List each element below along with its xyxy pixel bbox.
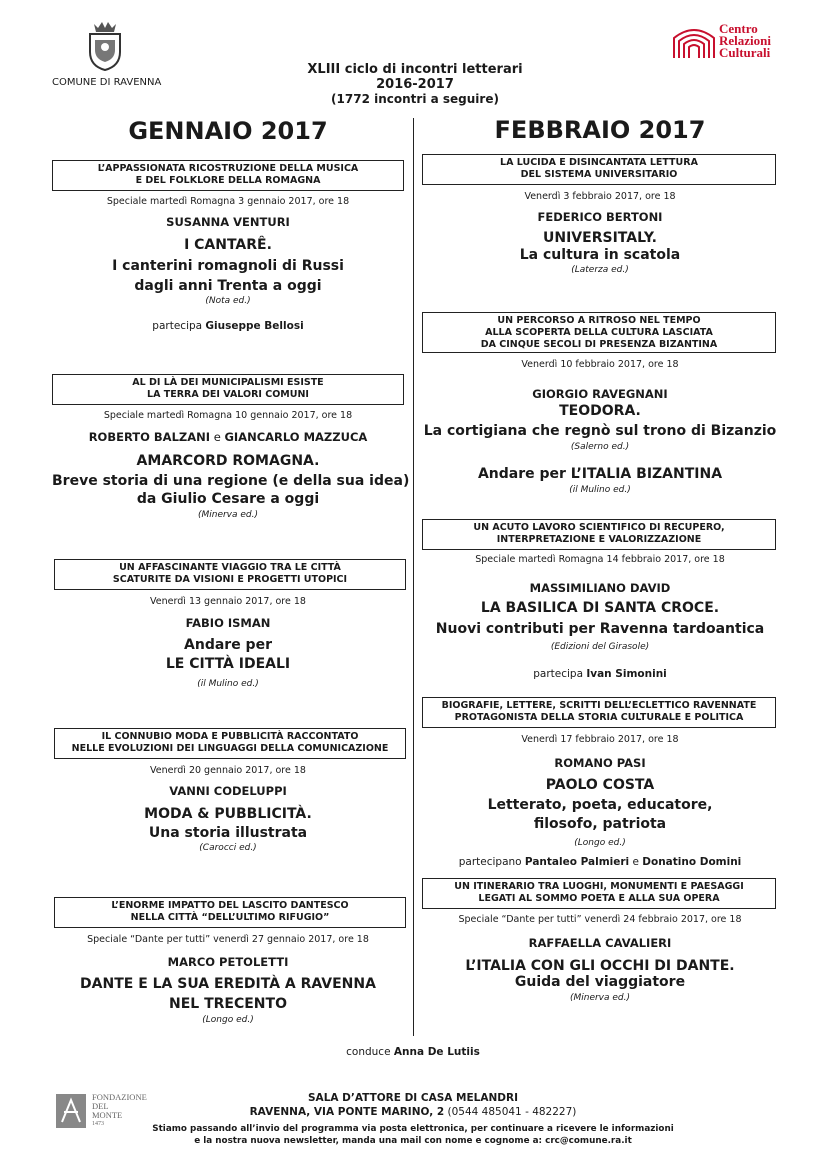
tagline-line: LEGATI AL SOMMO POETA E ALLA SUA OPERA [478,893,720,904]
event-publisher-second: (il Mulino ed.) [569,485,631,495]
tagline-line: DA CINQUE SECOLI DI PRESENZA BIZANTINA [480,339,718,350]
participant-b: Donatino Domini [642,856,742,868]
event-title: Letterato, poeta, educatore, [487,797,713,813]
tagline-line: AL DI LÀ DEI MUNICIPALISMI ESISTE [132,377,324,388]
event-tagline-box [422,312,776,353]
event-tagline-box [422,154,776,185]
participant-name: Ivan Simonini [586,668,667,680]
event-participant [422,668,778,680]
series-header [250,62,580,107]
venue-address [150,1106,676,1118]
ravenna-crest-logo [84,20,126,72]
tagline-line: E DEL FOLKLORE DELLA ROMAGNA [135,175,321,186]
address-text: RAVENNA, VIA PONTE MARINO, 2 [249,1106,445,1118]
moderator-name: Anna De Lutiis [393,1046,480,1058]
event-title: AMARCORD ROMAGNA. [136,453,320,469]
event-author: GIORGIO RAVEGNANI [532,387,668,401]
event-author: FEDERICO BERTONI [537,210,663,224]
event-date: Venerdì 20 gennaio 2017, ore 18 [150,765,306,776]
tagline-line: IL CONNUBIO MODA E PUBBLICITÀ RACCONTATO [101,731,359,742]
event-participant [52,320,404,332]
event-title: Guida del viaggiatore [514,974,686,990]
tagline-line: PROTAGONISTA DELLA STORIA CULTURALE E POLITICA [454,712,744,723]
event-date: Venerdì 17 febbraio 2017, ore 18 [521,734,679,745]
tagline-line: BIOGRAFIE, LETTERE, SCRITTI DELL’ECLETTICO RAVENNATE [441,700,757,711]
event-publisher: (Carocci ed.) [199,843,257,853]
tagline-line: UN PERCORSO A RITROSO NEL TEMPO [497,315,701,326]
fondazione-line: MONTE [92,1110,123,1120]
tagline-line: INTERPRETAZIONE E VALORIZZAZIONE [496,534,702,545]
event-title: Una storia illustrata [148,825,308,841]
event-title: UNIVERSITALY. [543,230,657,246]
phone-text: (0544 485041 - 482227) [444,1106,577,1118]
month-title-gennaio: GENNAIO 2017 [128,117,328,145]
event-title: Andare per [184,637,272,653]
event-title: La cortigiana che regnò sul trono di Bizanzio [423,423,777,439]
tagline-line: LA LUCIDA E DISINCANTATA LETTURA [500,157,698,168]
participant-prefix: partecipa [152,320,206,332]
event-publisher: (Laterza ed.) [571,265,629,275]
event-tagline-box [422,878,776,909]
tagline-line: UN ITINERARIO TRA LUOGHI, MONUMENTI E PAESAGGI [454,881,744,892]
event-author: VANNI CODELUPPI [169,784,287,798]
event-publisher: (Minerva ed.) [569,993,631,1003]
event-title: La cultura in scatola [519,247,681,263]
event-title: filosofo, patriota [533,816,667,832]
event-publisher: (Longo ed.) [202,1015,254,1025]
event-author: MARCO PETOLETTI [167,955,289,969]
author-and: e [210,430,225,444]
comune-label: COMUNE DI RAVENNA [52,77,162,88]
tagline-line: L’ENORME IMPATTO DEL LASCITO DANTESCO [111,900,349,911]
event-date: Speciale martedì Romagna 14 febbraio 2017, ore 18 [475,554,725,565]
event-tagline-box [54,728,406,759]
fondazione-year: 1473 [92,1121,104,1127]
fondazione-line: FONDAZIONE [92,1092,147,1102]
venue-name: SALA D’ATTORE DI CASA MELANDRI [308,1092,518,1104]
tagline-line: DEL SISTEMA UNIVERSITARIO [520,169,678,180]
event-title: Breve storia di una regione (e della sua idea) [52,473,410,489]
moderator-prefix: conduce [346,1046,394,1058]
event-title: LE CITTÀ IDEALI [165,656,291,672]
event-title: dagli anni Trenta a oggi [134,278,322,294]
month-title-febbraio: FEBBRAIO 2017 [494,116,706,144]
event-participants [422,856,778,868]
event-tagline-box [52,374,404,405]
event-title: NEL TRECENTO [169,996,287,1012]
tagline-line: NELLA CITTÀ “DELL’ULTIMO RIFUGIO” [130,912,330,923]
author-a: ROBERTO BALZANI [88,430,211,444]
participant-a: Pantaleo Palmieri [524,856,630,868]
newsletter-note: e la nostra nuova newsletter, manda una mail con nome e cognome a: crc@comune.ra.it [194,1136,632,1146]
event-publisher: (Nota ed.) [205,296,251,306]
event-publisher: (Minerva ed.) [197,510,259,520]
event-tagline-box [54,897,406,928]
event-title: LA BASILICA DI SANTA CROCE. [480,600,720,616]
event-date: Speciale martedì Romagna 3 gennaio 2017, ore 18 [106,196,350,207]
crc-text-2: Relazioni [719,33,771,48]
tagline-line: UN AFFASCINANTE VIAGGIO TRA LE CITTÀ [119,562,341,573]
tagline-line: UN ACUTO LAVORO SCIENTIFICO DI RECUPERO, [473,522,725,533]
series-count: (1772 incontri a seguire) [331,92,499,106]
event-tagline-box [422,697,776,728]
event-author: ROMANO PASI [554,756,646,770]
event-title: MODA & PUBBLICITÀ. [144,806,312,822]
tagline-line: SCATURITE DA VISIONI E PROGETTI UTOPICI [112,574,348,585]
newsletter-note: Stiamo passando all’invio del programma via posta elettronica, per continuare a ricevere le informazioni [152,1124,674,1134]
participant-prefix: partecipa [533,668,587,680]
crc-text-3: Culturali [719,45,771,60]
event-title: TEODORA. [559,403,641,419]
column-divider [413,118,414,1036]
event-tagline-box [54,559,406,590]
tagline-line: NELLE EVOLUZIONI DEI LINGUAGGI DELLA COMUNICAZIONE [71,743,389,754]
event-publisher: (Longo ed.) [574,838,626,848]
fondazione-line: DEL [92,1101,109,1111]
event-date: Speciale “Dante per tutti” venerdì 27 gennaio 2017, ore 18 [87,934,369,945]
event-author: MASSIMILIANO DAVID [529,581,671,595]
event-title: Nuovi contributi per Ravenna tardoantica [435,621,765,637]
event-publisher: (il Mulino ed.) [197,679,259,689]
event-title: I CANTARÊ. [184,237,272,253]
crc-logo-text [719,23,771,59]
event-author: RAFFAELLA CAVALIERI [528,936,672,950]
event-author: FABIO ISMAN [185,616,271,630]
tagline-line: ALLA SCOPERTA DELLA CULTURA LASCIATA [485,327,713,338]
event-title: PAOLO COSTA [545,777,655,793]
moderator-line [200,1046,626,1058]
event-authors [52,430,404,444]
event-title: da Giulio Cesare a oggi [136,491,320,507]
event-date: Venerdì 3 febbraio 2017, ore 18 [524,191,676,202]
event-title: DANTE E LA SUA EREDITÀ A RAVENNA [80,976,376,992]
event-tagline-box [52,160,404,191]
event-publisher: (Salerno ed.) [570,442,630,452]
event-tagline-box [422,519,776,550]
author-b: GIANCARLO MAZZUCA [224,430,368,444]
event-date: Venerdì 13 gennaio 2017, ore 18 [150,596,306,607]
event-author: SUSANNA VENTURI [166,215,290,229]
participant-prefix: partecipano [458,856,525,868]
tagline-line: L’APPASSIONATA RICOSTRUZIONE DELLA MUSICA [97,163,359,174]
event-date: Speciale “Dante per tutti” venerdì 24 febbraio 2017, ore 18 [458,914,742,925]
participant-and: e [629,856,643,868]
series-years: 2016-2017 [376,77,454,92]
event-publisher: (Edizioni del Girasole) [550,642,650,652]
crc-text-1: Centro [719,21,758,36]
event-date: Speciale martedì Romagna 10 gennaio 2017, ore 18 [103,410,353,421]
event-title: L’ITALIA CON GLI OCCHI DI DANTE. [465,958,735,974]
series-title: XLIII ciclo di incontri letterari [307,62,523,77]
participant-name: Giuseppe Bellosi [205,320,304,332]
tagline-line: LA TERRA DEI VALORI COMUNI [147,389,309,400]
event-title-second: Andare per L’ITALIA BIZANTINA [477,466,723,482]
fondazione-text [92,1093,147,1129]
event-date: Venerdì 10 febbraio 2017, ore 18 [521,359,679,370]
event-title: I canterini romagnoli di Russi [112,258,344,274]
